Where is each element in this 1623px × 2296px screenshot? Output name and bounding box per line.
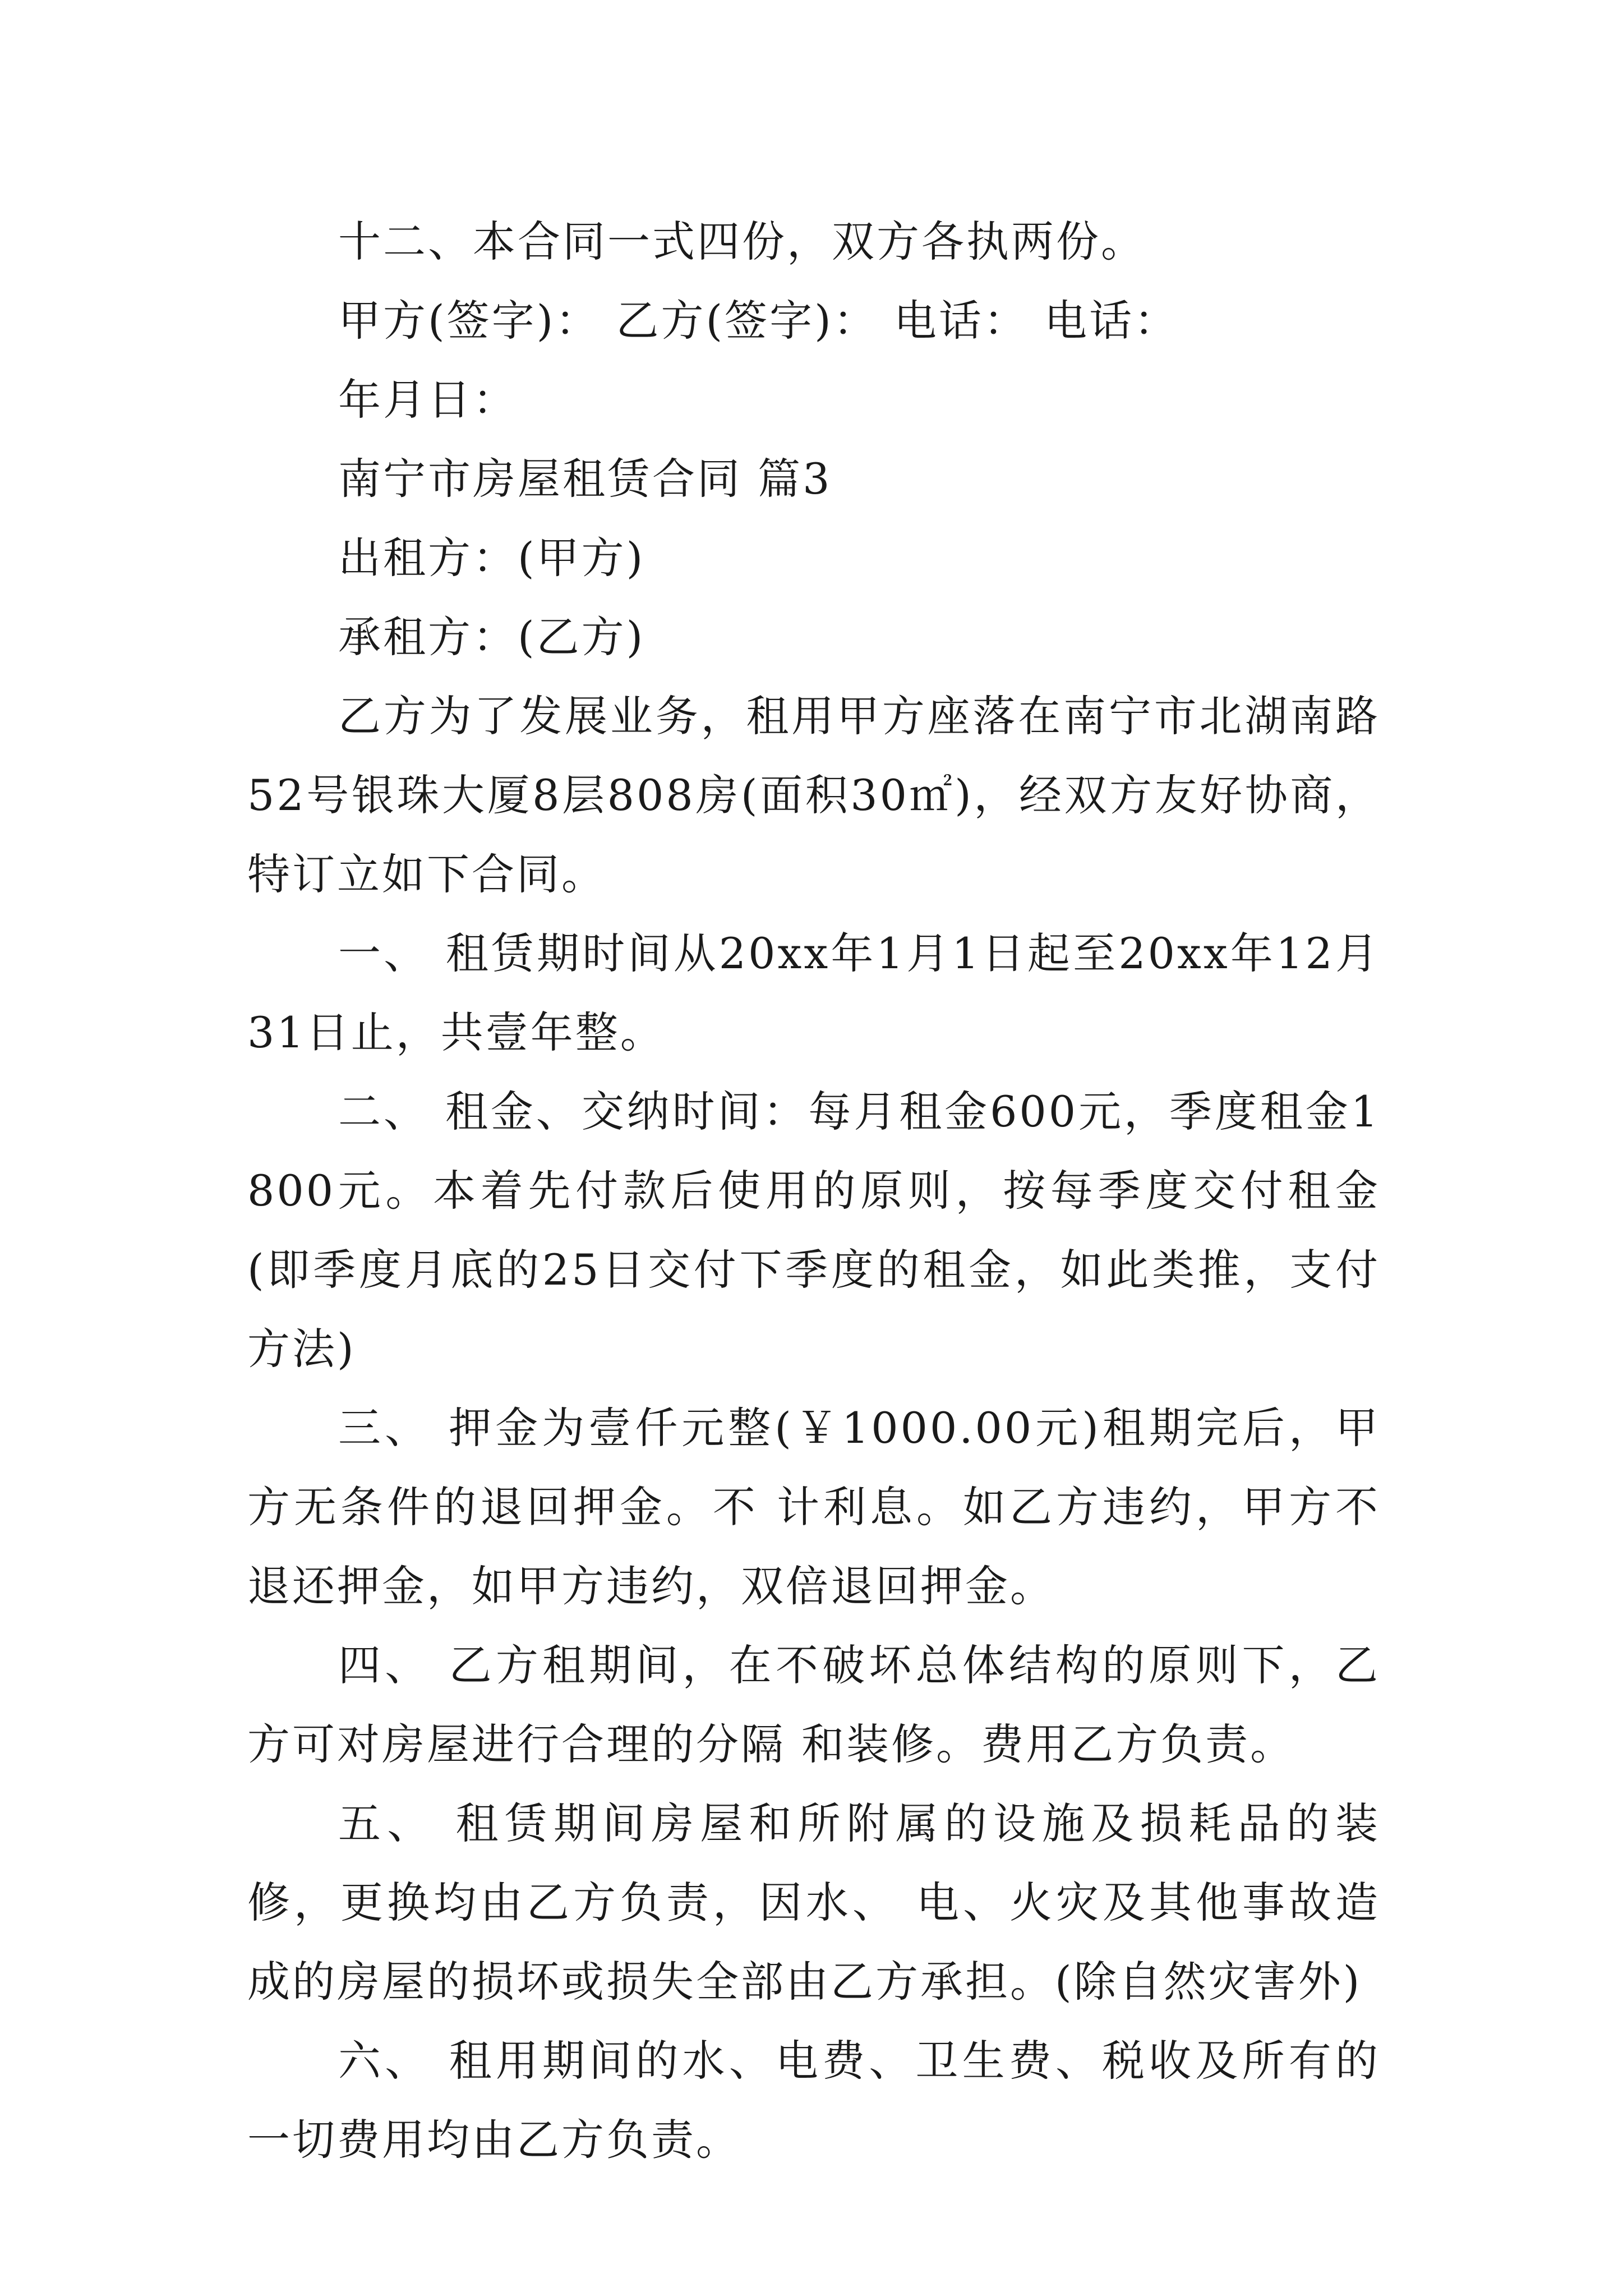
- clause-three: 三、 押金为壹仟元整(￥1000.00元)租期完后，甲方无条件的退回押金。不 计利息。如乙方违约，甲方不退还押金，如甲方违约，双倍退回押金。: [247, 1403, 1380, 1611]
- preamble-paragraph: 乙方为了发展业务，租用甲方座落在南宁市北湖南路52号银珠大厦8层808房(面积30㎡)，经双方友好协商，特订立如下合同。: [247, 691, 1380, 899]
- date-line: 年月日：: [338, 375, 518, 425]
- clause-six: 六、 租用期间的水、电费、卫生费、税收及所有的一切费用均由乙方负责。: [247, 2036, 1380, 2165]
- clause-five: 五、 租赁期间房屋和所附属的设施及损耗品的装修，更换均由乙方负责，因水、 电、火灾及其他事故造成的房屋的损坏或损失全部由乙方承担。(除自然灾害外): [247, 1798, 1380, 2007]
- clause-four: 四、 乙方租期间，在不破坏总体结构的原则下，乙方可对房屋进行合理的分隔 和装修。费用乙方负责。: [247, 1640, 1380, 1769]
- signature-line: 甲方(签字)： 乙方(签字)： 电话： 电话：: [338, 296, 1179, 346]
- clause-one: 一、 租赁期时间从20xx年1月1日起至20xx年12月31日止，共壹年整。: [247, 928, 1380, 1057]
- contract-title: 南宁市房屋租赁合同 篇3: [338, 454, 832, 504]
- lessee-line: 承租方：(乙方): [338, 612, 645, 662]
- clause-twelve: 十二、本合同一式四份，双方各执两份。: [338, 217, 1146, 266]
- lessor-line: 出租方：(甲方): [338, 533, 645, 583]
- document-body: [247, 202, 1380, 2179]
- clause-two: 二、 租金、交纳时间：每月租金600元，季度租金1800元。本着先付款后使用的原则，按每季度交付租金(即季度月底的25日交付下季度的租金，如此类推，支付方法): [247, 1087, 1380, 1374]
